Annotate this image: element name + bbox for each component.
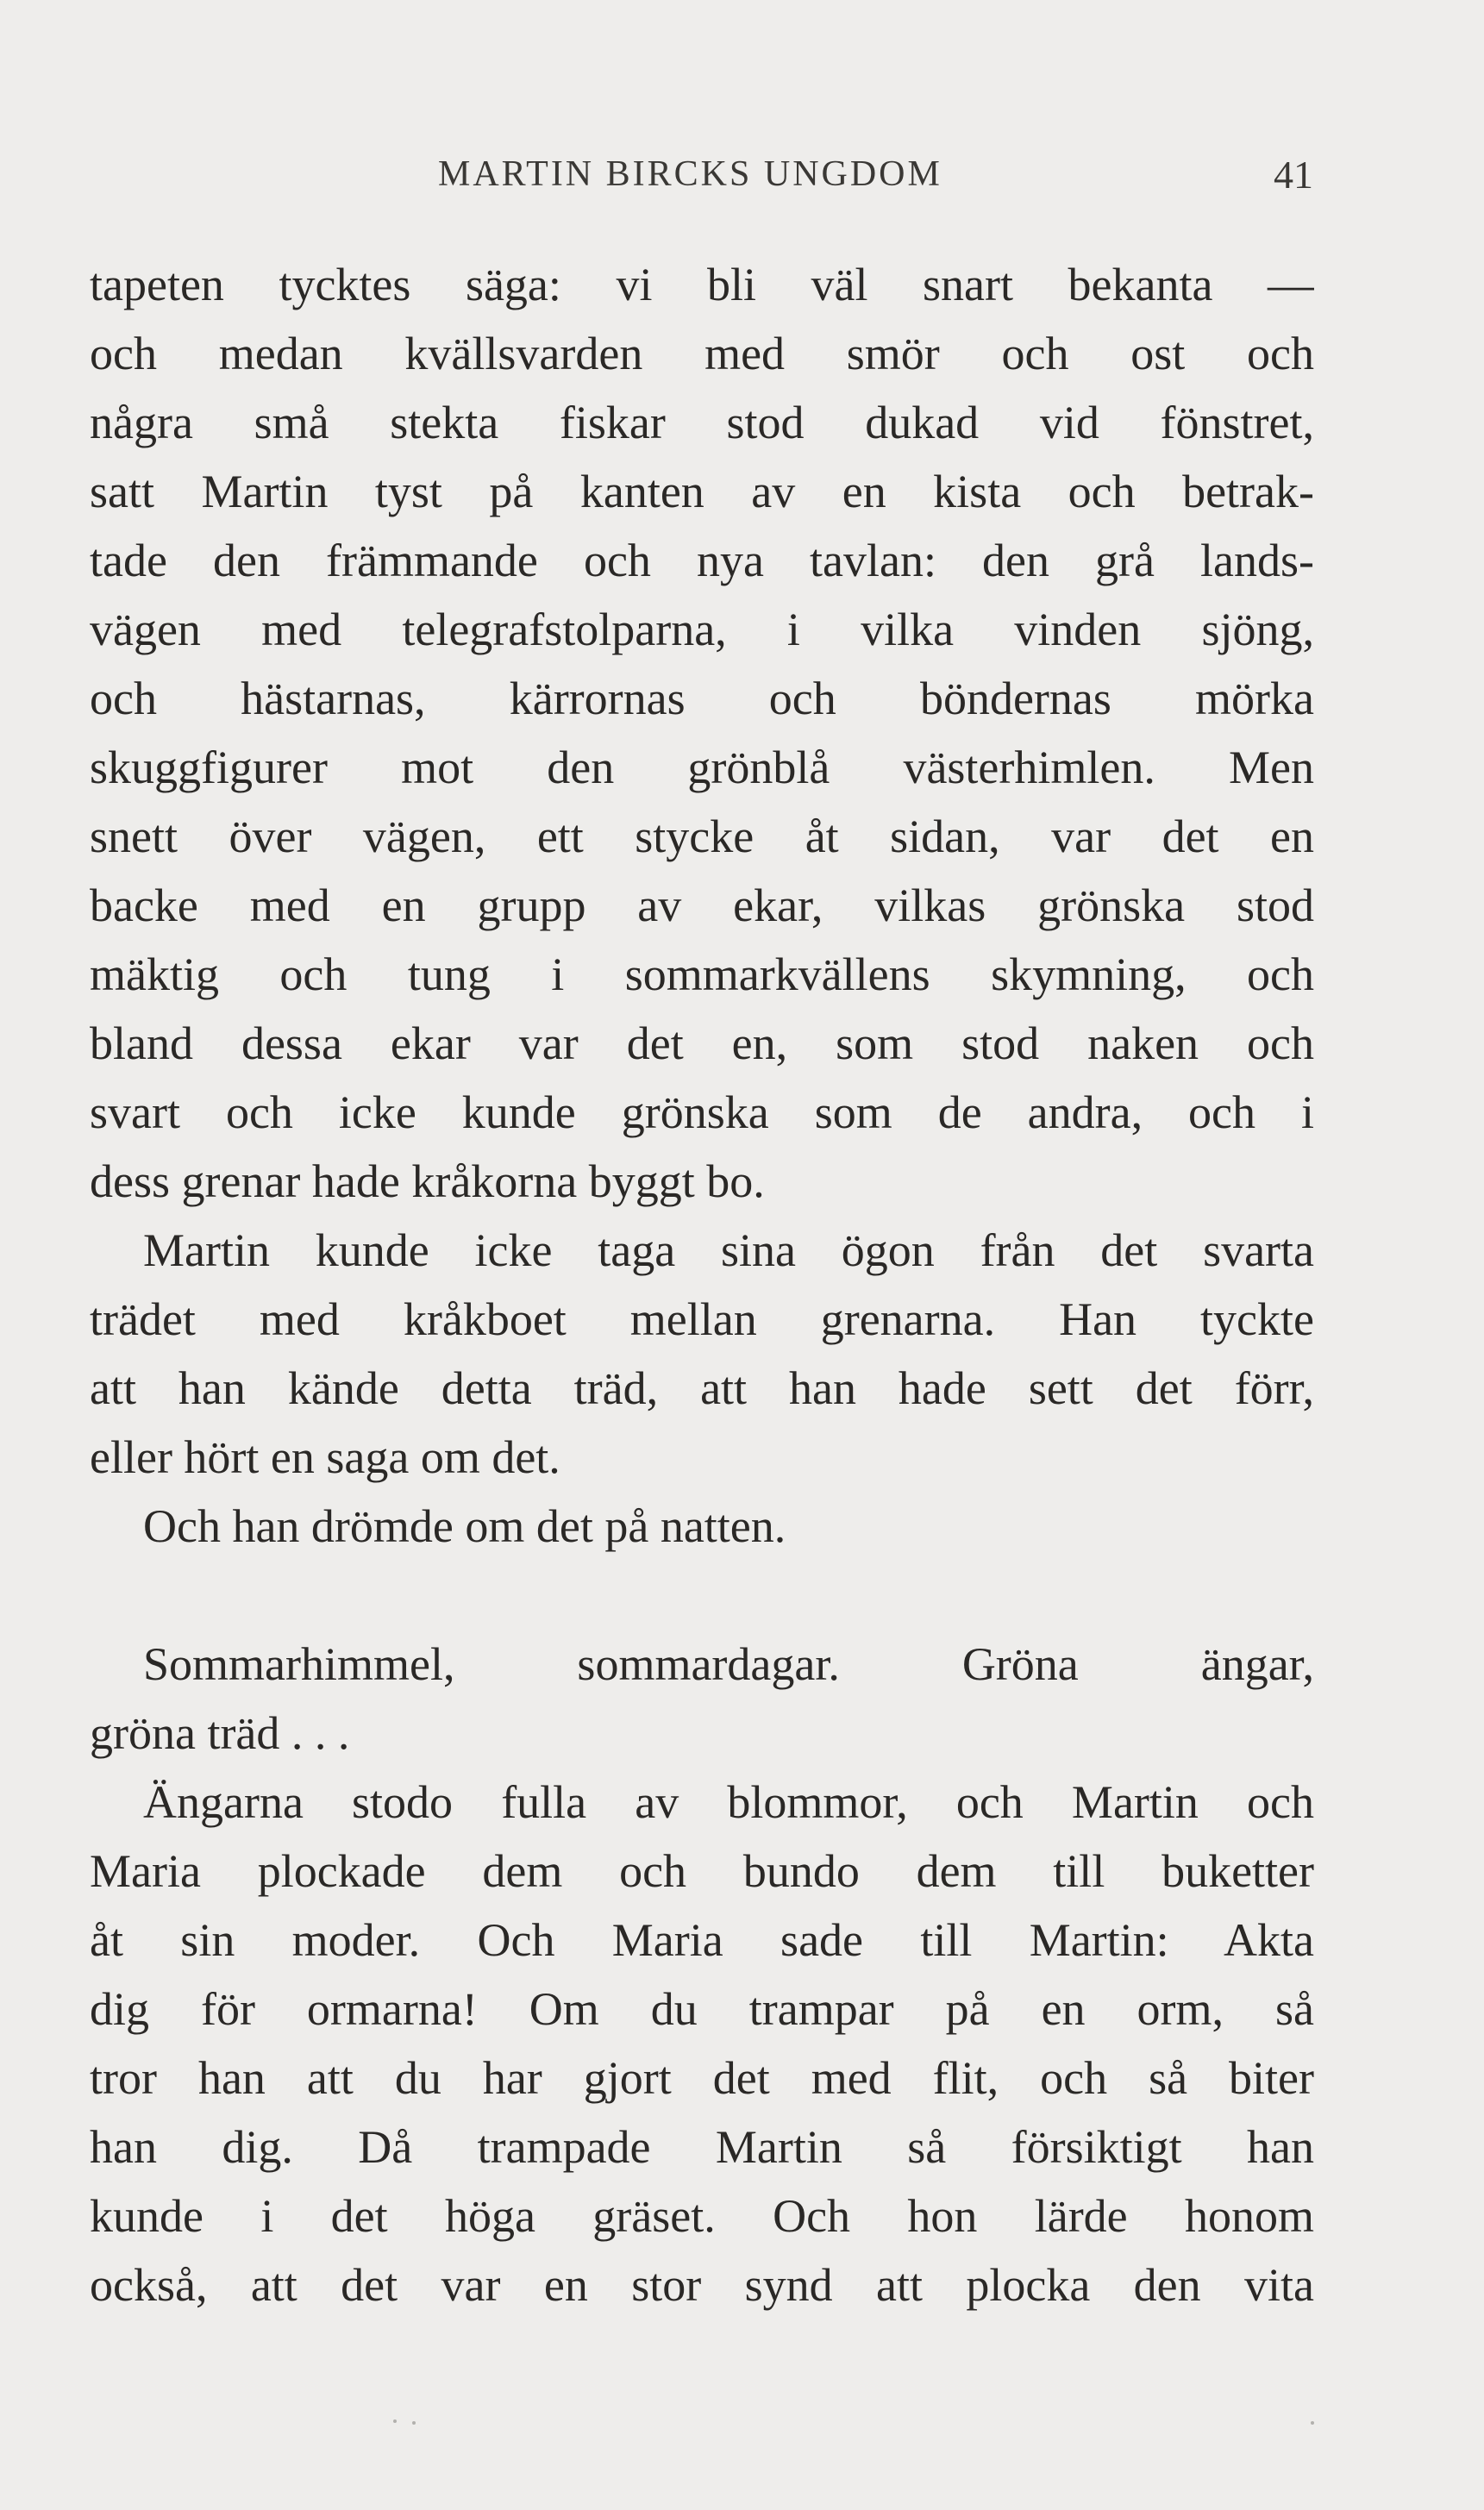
text-line: mäktig och tung i sommarkvällens skymning, och — [90, 948, 1314, 1000]
section-break — [90, 1561, 1314, 1630]
paragraph — [90, 1768, 1314, 2319]
paragraph — [90, 1492, 1314, 1561]
text-line: satt Martin tyst på kanten av en kista och betrak- — [90, 466, 1314, 517]
page-number: 41 — [1274, 153, 1313, 197]
text-line: kunde i det höga gräset. Och hon lärde honom — [90, 2190, 1314, 2242]
text-line: Ängarna stodo fulla av blommor, och Martin och — [143, 1776, 1314, 1828]
text-line: och medan kvällsvarden med smör och ost och — [90, 328, 1314, 379]
body-text — [90, 250, 1314, 2319]
paragraph — [90, 250, 1314, 1216]
print-speck — [1311, 2421, 1314, 2425]
text-line: svart och icke kunde grönska som de andra, och i — [90, 1086, 1314, 1138]
paragraph — [90, 1630, 1314, 1768]
print-speck — [412, 2421, 416, 2425]
text-line: vägen med telegrafstolparna, i vilka vinden sjöng, — [90, 604, 1314, 655]
text-line: gröna träd . . . — [90, 1707, 350, 1759]
text-line: dess grenar hade kråkorna byggt bo. — [90, 1155, 765, 1207]
text-line: trädet med kråkboet mellan grenarna. Han tyckte — [90, 1293, 1314, 1345]
text-line: att han kände detta träd, att han hade sett det förr, — [90, 1362, 1314, 1414]
text-line: han dig. Då trampade Martin så försiktigt han — [90, 2121, 1314, 2173]
text-line: backe med en grupp av ekar, vilkas grönska stod — [90, 879, 1314, 931]
text-line: också, att det var en stor synd att plocka den vita — [90, 2259, 1314, 2311]
text-line: dig för ormarna! Om du trampar på en orm, så — [90, 1983, 1314, 2035]
text-line: bland dessa ekar var det en, som stod naken och — [90, 1017, 1314, 1069]
text-line: skuggfigurer mot den grönblå västerhimlen. Men — [90, 742, 1314, 793]
text-line: snett över vägen, ett stycke åt sidan, var det en — [90, 811, 1314, 862]
text-line: Sommarhimmel, sommardagar. Gröna ängar, — [143, 1638, 1314, 1690]
text-line: tade den främmande och nya tavlan: den grå lands- — [90, 535, 1314, 586]
text-line: tapeten tycktes säga: vi bli väl snart bekanta — — [90, 259, 1314, 310]
text-line: eller hört en saga om det. — [90, 1431, 560, 1483]
text-line: tror han att du har gjort det med flit, och så biter — [90, 2052, 1314, 2104]
text-line: åt sin moder. Och Maria sade till Martin: Akta — [90, 1914, 1314, 1966]
text-line: Och han drömde om det på natten. — [143, 1500, 786, 1552]
text-line: Martin kunde icke taga sina ögon från det svarta — [143, 1224, 1314, 1276]
print-speck — [393, 2419, 397, 2423]
text-line: och hästarnas, kärrornas och böndernas mörka — [90, 673, 1314, 724]
text-line: några små stekta fiskar stod dukad vid fönstret, — [90, 397, 1314, 448]
text-line: Maria plockade dem och bundo dem till buketter — [90, 1845, 1314, 1897]
paragraph — [90, 1216, 1314, 1492]
running-head: MARTIN BIRCKS UNGDOM — [438, 154, 942, 194]
